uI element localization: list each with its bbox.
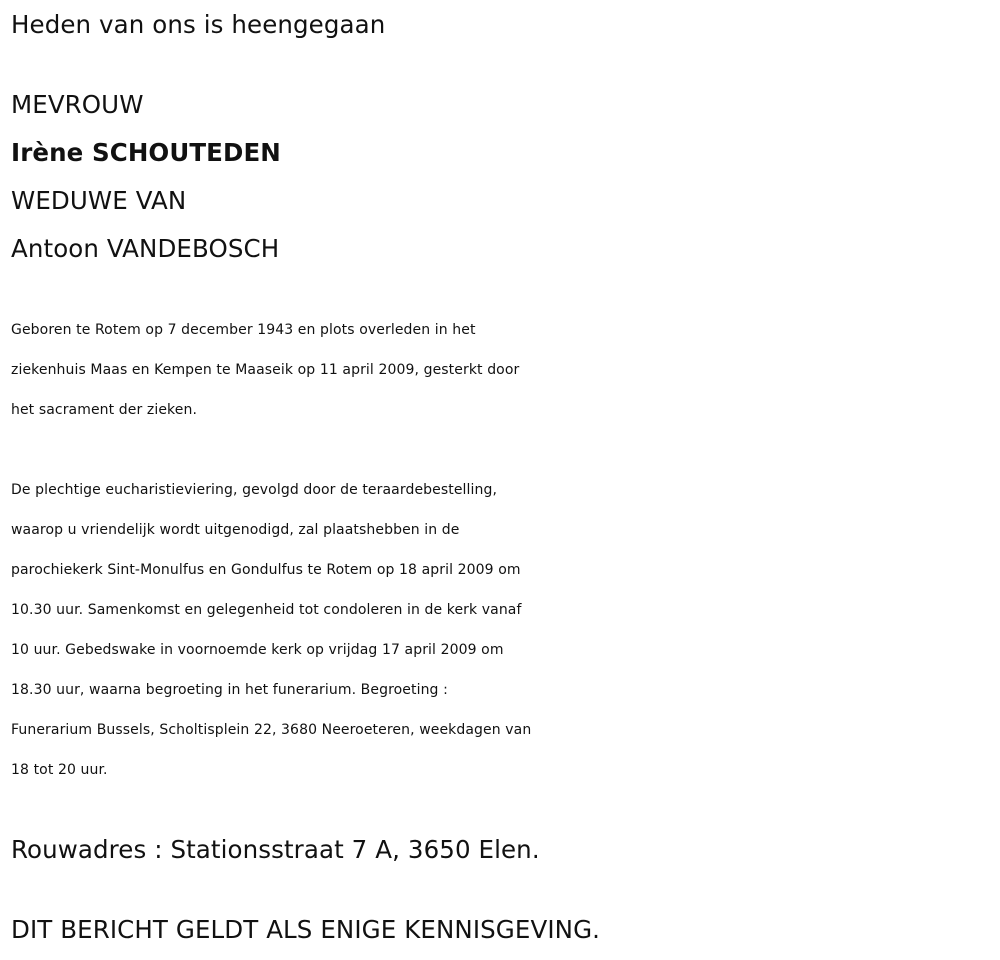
intro-text: Heden van ons is heengegaan bbox=[11, 10, 386, 39]
paragraph-line: De plechtige eucharistieviering, gevolgd door de teraardebestelling, bbox=[11, 482, 498, 498]
paragraph-line: 18.30 uur, waarna begroeting in het funerarium. Begroeting : bbox=[11, 682, 448, 698]
paragraph-line: 18 tot 20 uur. bbox=[11, 762, 108, 778]
mourning-address: Rouwadres : Stationsstraat 7 A, 3650 Elen. bbox=[11, 835, 540, 864]
paragraph-line: Funerarium Bussels, Scholtisplein 22, 3680 Neeroeteren, weekdagen van bbox=[11, 722, 532, 738]
deceased-name: Irène SCHOUTEDEN bbox=[11, 138, 281, 167]
ceremony-paragraph bbox=[11, 470, 986, 790]
paragraph-line: Geboren te Rotem op 7 december 1943 en plots overleden in het bbox=[11, 322, 476, 338]
paragraph-line: het sacrament der zieken. bbox=[11, 402, 197, 418]
paragraph-line: parochiekerk Sint-Monulfus en Gondulfus te Rotem op 18 april 2009 om bbox=[11, 562, 521, 578]
relation-text: WEDUWE VAN bbox=[11, 186, 187, 215]
paragraph-line: waarop u vriendelijk wordt uitgenodigd, zal plaatshebben in de bbox=[11, 522, 460, 538]
spouse-name: Antoon VANDEBOSCH bbox=[11, 234, 280, 263]
paragraph-line: 10.30 uur. Samenkomst en gelegenheid tot condoleren in de kerk vanaf bbox=[11, 602, 522, 618]
birth-paragraph bbox=[11, 310, 986, 430]
paragraph-line: ziekenhuis Maas en Kempen te Maaseik op 11 april 2009, gesterkt door bbox=[11, 362, 520, 378]
paragraph-line: 10 uur. Gebedswake in voornoemde kerk op vrijdag 17 april 2009 om bbox=[11, 642, 504, 658]
title-prefix: MEVROUW bbox=[11, 90, 144, 119]
notice-text: DIT BERICHT GELDT ALS ENIGE KENNISGEVING. bbox=[11, 915, 601, 944]
